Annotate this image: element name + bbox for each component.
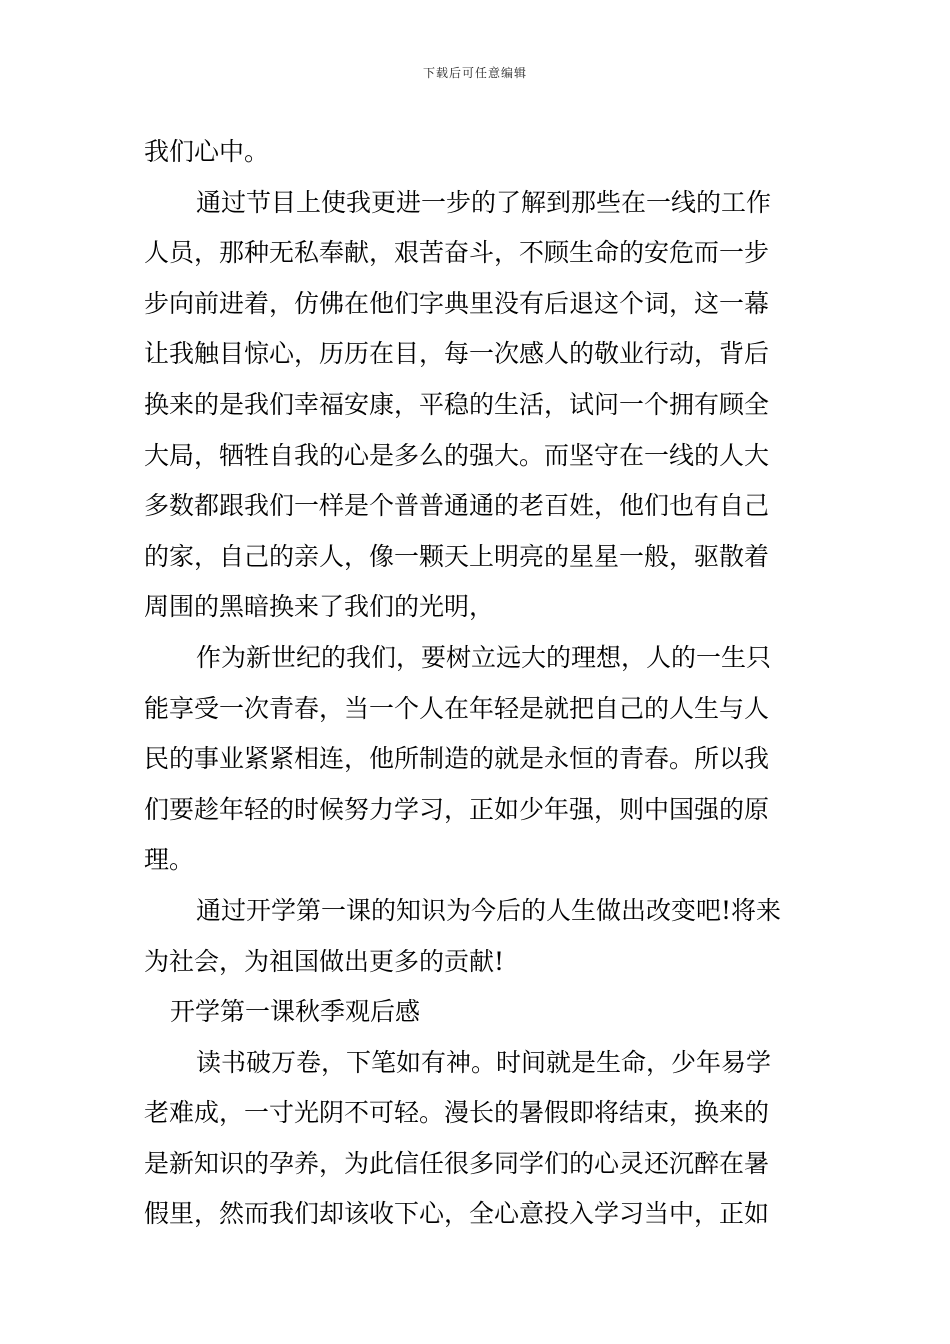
text-line: 是新知识的孕养，为此信任很多同学们的心灵还沉醉在暑: [144, 1148, 770, 1178]
section-heading: 开学第一课秋季观后感: [170, 997, 421, 1027]
paragraph-first-line: 作为新世纪的我们，要树立远大的理想，人的一生只: [196, 642, 772, 672]
text-line: 老难成，一寸光阴不可轻。漫长的暑假即将结束，换来的: [144, 1098, 770, 1128]
document-body: [144, 127, 810, 1240]
text-line: 人员，那种无私奉献，艰苦奋斗，不顾生命的安危而一步: [144, 238, 770, 268]
text-line: 让我触目惊心，历历在目，每一次感人的敬业行动，背后: [144, 339, 770, 369]
text-line: 换来的是我们幸福安康，平稳的生活，试问一个拥有顾全: [144, 389, 770, 419]
text-line: 我们心中。: [144, 137, 270, 166]
text-line: 理。: [144, 845, 195, 875]
text-line: 多数都跟我们一样是个普普通通的老百姓，他们也有自己: [144, 491, 770, 521]
text-line: 大局，牺牲自我的心是多么的强大。而坚守在一线的人大: [144, 440, 770, 470]
paragraph-first-line: 通过节目上使我更进一步的了解到那些在一线的工作: [196, 187, 772, 217]
text-line: 周围的黑暗换来了我们的光明，: [144, 592, 495, 622]
text-line: 为社会，为祖国做出更多的贡献!: [144, 946, 505, 976]
page-header: 下载后可任意编辑: [422, 66, 527, 80]
text-line: 能享受一次青春，当一个人在年轻是就把自己的人生与人: [144, 693, 770, 723]
text-line: 假里，然而我们却该收下心，全心意投入学习当中，正如: [144, 1199, 770, 1229]
text-line: 民的事业紧紧相连，他所制造的就是永恒的青春。所以我: [144, 744, 770, 774]
text-line: 们要趁年轻的时候努力学习，正如少年强，则中国强的原: [144, 794, 770, 824]
paragraph-first-line: 通过开学第一课的知识为今后的人生做出改变吧!将来: [196, 895, 782, 925]
paragraph-first-line: 读书破万卷，下笔如有神。时间就是生命，少年易学: [196, 1047, 772, 1077]
text-line: 步向前进着，仿佛在他们字典里没有后退这个词，这一幕: [144, 288, 770, 318]
text-line: 的家，自己的亲人，像一颗天上明亮的星星一般，驱散着: [144, 541, 770, 571]
